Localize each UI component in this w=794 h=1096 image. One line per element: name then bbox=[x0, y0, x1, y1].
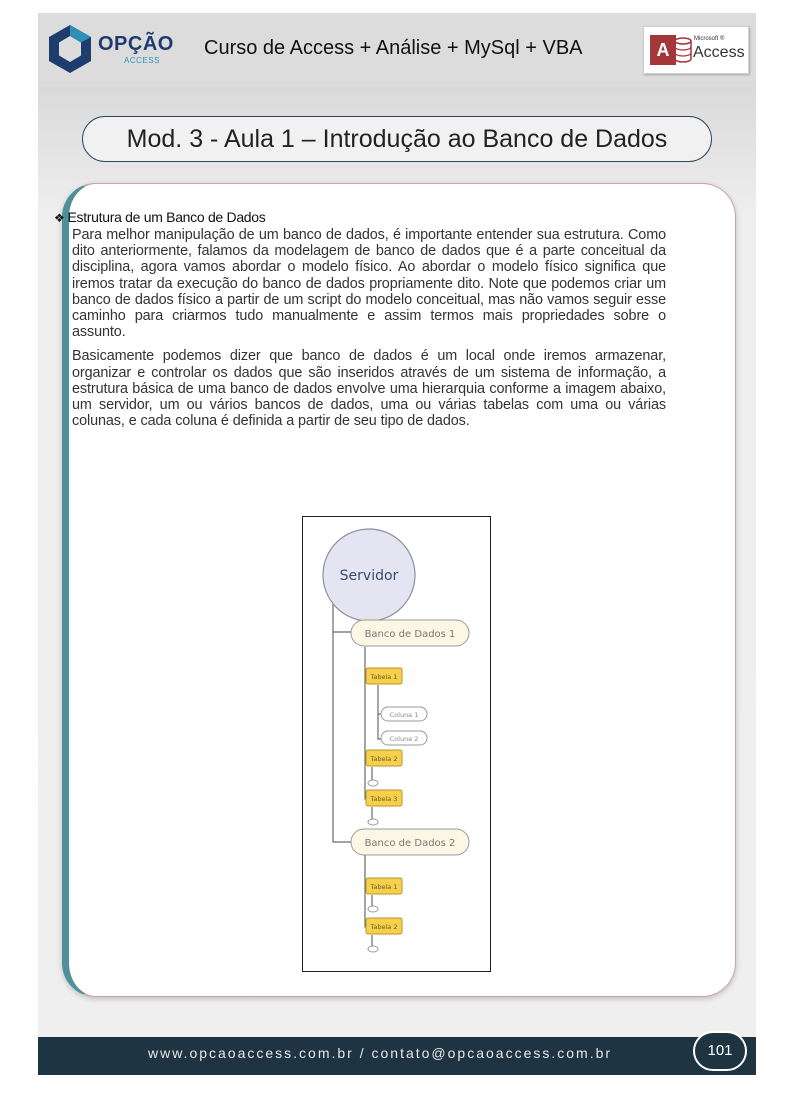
column-1-label: Coluna 1 bbox=[389, 711, 419, 719]
db1-table-2-label: Tabela 2 bbox=[370, 755, 398, 763]
paragraph-1: Para melhor manipulação de um banco de dados, é importante entender sua estrutura. Como dito anteriormente, falamos da modelagem de banco de dados que é a parte conceitual da disciplina, agora vamos abordar o modelo físico. Ao abordar o modelo físico significa que iremos tratar da execução do banco de dados propriamente dito. Note que podemos criar um banco de dados físico a partir de um script do modelo conceitual, mas não vamos seguir esse caminho para criarmos tudo manualmente e assim termos mais propriedades sobre o assunto. bbox=[72, 227, 666, 341]
microsoft-label: Microsoft ® bbox=[694, 36, 725, 42]
access-label: Access bbox=[693, 44, 745, 61]
access-icon: A bbox=[650, 35, 676, 65]
course-title: Curso de Access + Análise + MySql + VBA bbox=[204, 37, 583, 59]
page-number: 101 bbox=[707, 1042, 733, 1059]
logo-text: OPÇÃO bbox=[98, 33, 174, 55]
logo-subtext: ACCESS bbox=[124, 56, 160, 65]
diamond-bullet-icon: ❖ bbox=[54, 211, 65, 225]
page-number-badge bbox=[693, 1031, 747, 1071]
database-1-label: Banco de Dados 1 bbox=[364, 629, 456, 640]
module-title: Mod. 3 - Aula 1 – Introdução ao Banco de Dados bbox=[126, 125, 668, 153]
access-logo bbox=[643, 26, 749, 74]
footer-contact: www.opcaoaccess.com.br / contato@opcaoaccess.com.br bbox=[148, 1045, 613, 1061]
section-content bbox=[54, 209, 666, 429]
hierarchy-svg bbox=[303, 517, 490, 971]
module-title-box bbox=[82, 116, 712, 162]
db2-table-1-label: Tabela 1 bbox=[370, 883, 398, 891]
column-2-label: Coluna 2 bbox=[389, 735, 419, 743]
collapsed-node-icon bbox=[368, 819, 378, 825]
collapsed-node-icon bbox=[368, 780, 378, 786]
collapsed-node-icon bbox=[368, 906, 378, 912]
db1-table-1-label: Tabela 1 bbox=[370, 673, 398, 681]
section-heading bbox=[54, 209, 666, 225]
paragraph-2: Basicamente podemos dizer que banco de dados é um local onde iremos armazenar, organizar e controlar os dados que são inseridos através de um sistema de informação, a estrutura básica de uma banco de dados envolve uma hierarquia conforme a imagem abaixo, um servidor, um ou vários bancos de dados, uma ou várias tabelas com uma ou várias colunas, e cada coluna é definida a partir de seu tipo de dados. bbox=[72, 348, 666, 430]
database-cylinder-icon bbox=[674, 37, 692, 63]
opcao-logo-icon bbox=[46, 23, 94, 75]
db2-table-2-label: Tabela 2 bbox=[370, 923, 398, 931]
database-hierarchy-diagram bbox=[302, 516, 491, 972]
db1-table-3-label: Tabela 3 bbox=[370, 795, 398, 803]
section-heading-text: Estrutura de um Banco de Dados bbox=[67, 209, 266, 225]
database-2-label: Banco de Dados 2 bbox=[364, 838, 456, 849]
server-label: Servidor bbox=[339, 568, 399, 584]
collapsed-node-icon bbox=[368, 946, 378, 952]
